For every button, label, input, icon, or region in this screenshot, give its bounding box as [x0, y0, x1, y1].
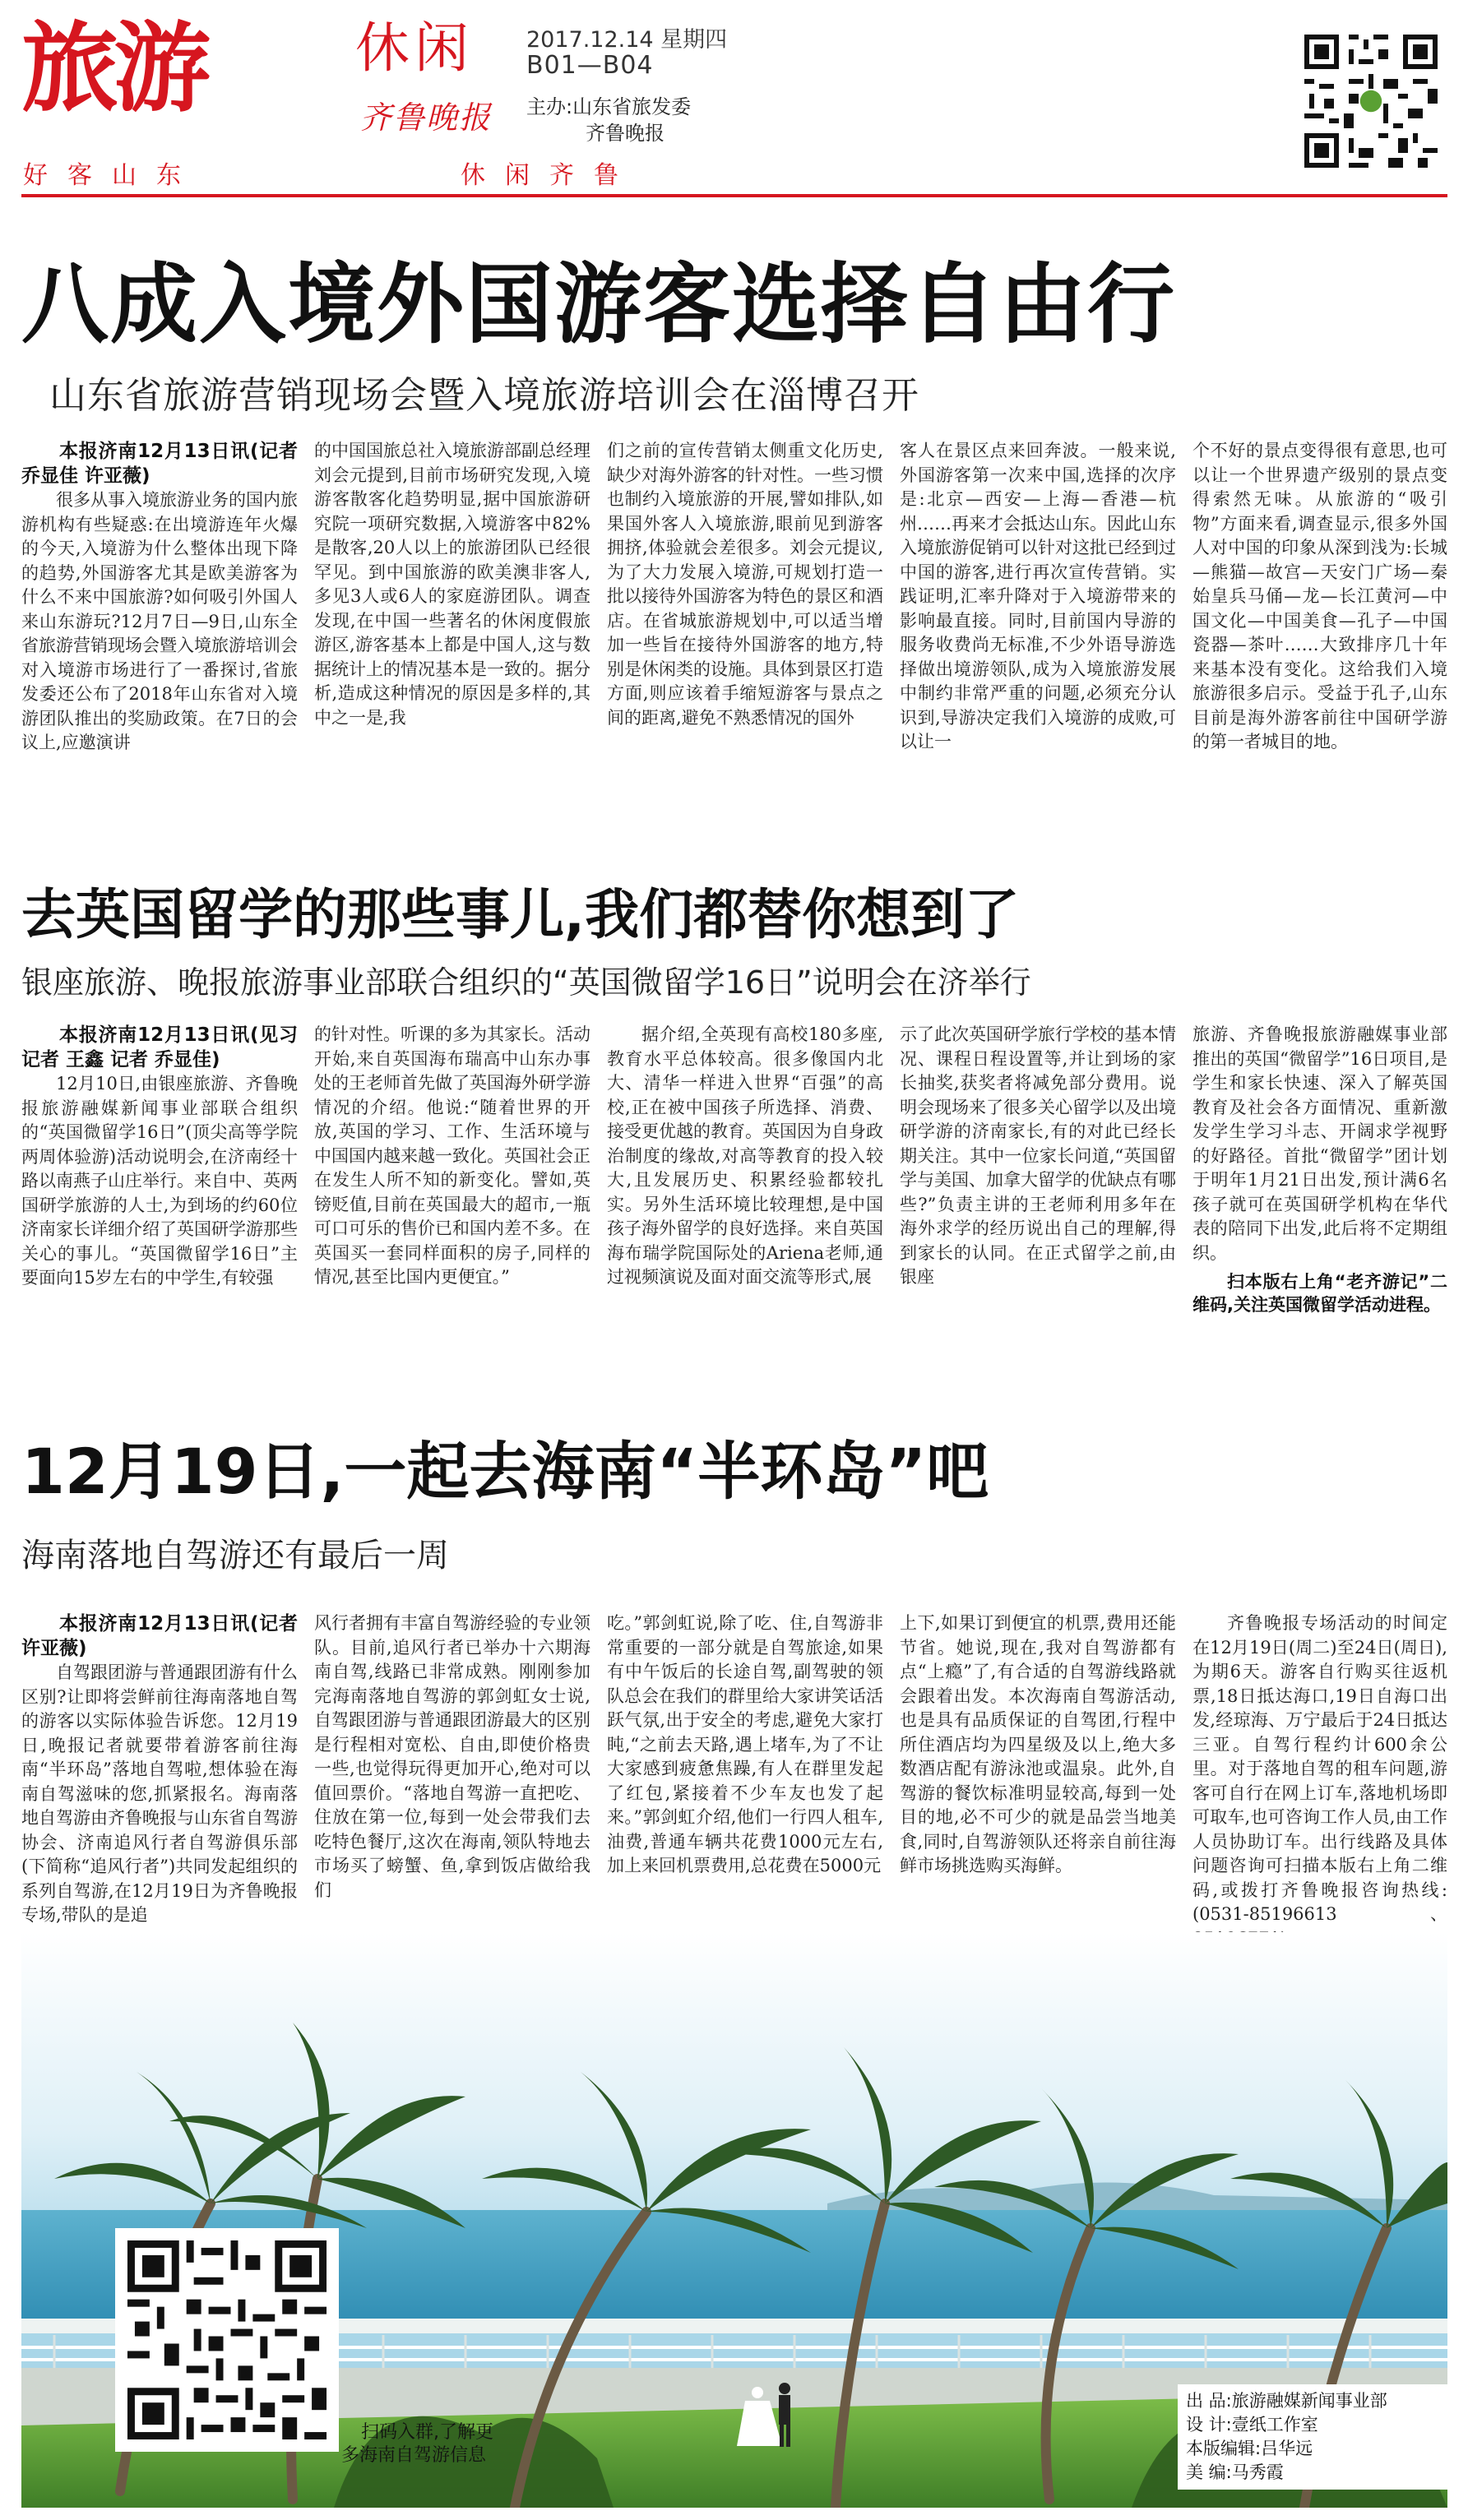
article2-paragraph: 示了此次英国研学旅行学校的基本情况、课程日程设置等,并让到场的家长抽奖,获奖者将减免部分费用。说明会现场来了很多关心留学以及出境研学游的济南家长,有的对此已经长期关注。其中一位家长问道,“英国留学与美国、加拿大留学的优缺点有哪些?”负责主讲的王老师利用多年在海外求学的经历说出自己的理解,得到家长的认同。在正式留学之前,由银座 [900, 1024, 1176, 1287]
paper-name-logo: 齐鲁晚报 [360, 99, 493, 136]
article3-paragraph: 上下,如果订到便宜的机票,费用还能节省。她说,现在,我对自驾游都有点“上瘾”了,有合适的自驾游线路就会跟着出发。本次海南自驾游活动,也是具有品质保证的自驾团,行程中所住酒店均为四星级及以上,绝大多数酒店配有游泳池或温泉。此外,自驾游的餐饮标准明显较高,每到一处目的地,必不可少的就是品尝当地美食,同时,自驾游领队还将亲自前往海鲜市场挑选购买海鲜。 [900, 1613, 1176, 1875]
article2-column [314, 1023, 590, 1401]
page-range: B01—B04 [526, 51, 654, 80]
article1-paragraph: 个不好的景点变得很有意思,也可以让一个世界遗产级别的景点变得索然无味。从旅游的“吸引物”方面来看,调查显示,很多外国人对中国的印象从深到浅为:长城—熊猫—故宫—天安门广场—秦始皇兵马俑—龙—长江黄河—中国文化—中国美食—孔子—中国瓷器—茶叶……大致排序几十年来基本没有变化。这给我们入境旅游很多启示。受益于孔子,山东目前是海外游客前往中国研学游的第一者城目的地。 [1192, 441, 1447, 751]
staff-line: 出 品:旅游融媒新闻事业部 [1186, 2391, 1387, 2411]
qr-code-icon[interactable] [1299, 30, 1443, 173]
masthead-subtitle: 休闲 [355, 16, 474, 80]
masthead-divider [21, 194, 1447, 197]
article2-column [1192, 1023, 1447, 1401]
article1-column [900, 439, 1176, 825]
article1-column [21, 439, 298, 825]
article3-paragraph: 风行者拥有丰富自驾游经验的专业领队。目前,追风行者已举办十六期海南自驾,线路已非常成熟。刚刚参加完海南落地自驾游的郭剑虹女士说,自驾跟团游与普通跟团游最大的区别是行程相对宽松、自由,即使价格贵一些,也觉得玩得更加开心,绝对可以值回票价。“落地自驾游一直把吃、住放在第一位,每到一处会带我们去吃特色餐厅,这次在海南,领队特地去市场买了螃蟹、鱼,拿到饭店做给我们 [314, 1613, 590, 1900]
staff-credits [1178, 2384, 1466, 2490]
article2-paragraph: 据介绍,全英现有高校180多座,教育水平总体较高。很多像国内北大、清华一样进入世界“百强”的高校,正在被中国孩子所选择、消费、接受更优越的教育。英国因为自身政治制度的缘故,对高等教育的投入较大,且发展历史、积累经验都较扎实。另外生活环境比较理想,是中国孩子海外留学的良好选择。来自英国海布瑞学院国际处的Ariena老师,通过视频演说及面对面交流等形式,展 [607, 1024, 883, 1287]
article1-paragraph: 的中国国旅总社入境旅游部副总经理刘会元提到,目前市场研究发现,入境游客散客化趋势明显,据中国旅游研究院一项研究数据,入境游客中82%是散客,20人以上的旅游团队已经很罕见。到中国旅游的欧美澳非客人,多见3人或6人的家庭游团队。调查发现,在中国一些著名的休闲度假旅游区,游客基本上都是中国人,这与数据统计上的情况基本是一致的。据分析,造成这种情况的原因是多样的,其中之一是,我 [314, 441, 590, 728]
article3-column [607, 1611, 883, 1986]
article3-column [1192, 1611, 1447, 1986]
article3-paragraph: 自驾跟团游与普通跟团游有什么区别?让即将尝鲜前往海南落地自驾的游客以实际体验告诉您。12月19日,晚报记者就要带着游客前往海南“半环岛”落地自驾啦,想体验在海南自驾滋味的您,抓紧报名。海南落地自驾游由齐鲁晚报与山东省自驾游协会、济南追风行者自驾游俱乐部(下简称“追风行者”)共同发起组织的系列自驾游,在12月19日为齐鲁晚报专场,带队的是追 [21, 1662, 298, 1925]
article1-credit: 本报济南12月13日讯(记者 乔显佳 许亚薇) [21, 441, 298, 487]
photo-caption [341, 2421, 493, 2467]
article1-paragraph: 很多从事入境旅游业务的国内旅游机构有些疑惑:在出境游连年火爆的今天,入境游为什么整体出现下降的趋势,外国游客尤其是欧美游客为什么不来中国旅游?如何吸引外国人来山东游玩?12月7日—9日,山东全省旅游营销现场会暨入境旅游培训会对入境游市场进行了一番探讨,省旅发委还公布了2018年山东省对入境游团队推出的奖励政策。在7日的会议上,应邀演讲 [21, 490, 298, 752]
article3-credit: 本报济南12月13日讯(记者 许亚薇) [21, 1613, 298, 1659]
article3-paragraph: 齐鲁晚报专场活动的时间定在12月19日(周二)至24日(周日),为期6天。游客自行购买往返机票,18日抵达海口,19日自海口出发,经琼海、万宁最后于24日抵达三亚。自驾行程约计600余公里。对于落地自驾的租车问题,游客可自行在网上订车,落地机场即可取车,也可咨询工作人员,由工作人员协助订车。出行线路及具体问题咨询可扫描本版右上角二维码,或拨打齐鲁晚报咨询热线:(0531-85196613、 [1192, 1613, 1447, 1924]
article2-column [900, 1023, 1176, 1401]
article1-paragraph: 们之前的宣传营销太侧重文化历史,缺少对海外游客的针对性。一些习惯也制约入境旅游的开展,譬如排队,如果国外客人入境旅游,眼前见到游客拥挤,体验就会差很多。刘会元提议,为了大力发展入境游,可规划打造一批以接待外国游客为特色的景区和酒店。在省城旅游规划中,可以适当增加一些旨在接待外国游客的地方,特别是休闲类的设施。具体到景区打造方面,则应该着手缩短游客与景点之间的距离,避免不熟悉情况的国外 [607, 441, 883, 728]
sponsor-line: 齐鲁晚报 [586, 122, 665, 145]
article2-subhead: 银座旅游、晚报旅游事业部联合组织的“英国微留学16日”说明会在济举行 [21, 964, 1031, 1001]
article3-column [900, 1611, 1176, 1986]
article1-headline: 八成入境外国游客选择自由行 [21, 254, 1176, 355]
sponsor-line: 主办:山东省旅发委 [526, 95, 692, 118]
article1-paragraph: 客人在景区点来回奔波。一般来说,外国游客第一次来中国,选择的次序是:北京—西安—上海—香港—杭州……再来才会抵达山东。因此山东入境旅游促销可以针对这批已经到过中国的游客,进行再次宣传营销。实践证明,汇率升降对于入境游带来的影响最直接。同时,目前国内导游的服务收费尚无标准,不少外语导游选择做出境游领队,成为入境旅游发展中制约非常严重的问题,必须充分认识到,导游决定我们入境游的成败,可以让一 [900, 441, 1176, 751]
article1-column [1192, 439, 1447, 825]
photo-caption-line: 多海南自驾游信息 [341, 2445, 487, 2466]
article3-headline: 12月19日,一起去海南“半环岛”吧 [21, 1435, 989, 1508]
article2-paragraph: 12月10日,由银座旅游、齐鲁晚报旅游融媒新闻事业部联合组织的“英国微留学16日”(顶尖高等学院两周体验游)活动说明会,在济南经十路以南燕子山庄举行。来自中、英两国研学旅游的人士,为到场的约60位济南家长详细介绍了英国研学游那些关心的事儿。“英国微留学16日”主要面向15岁左右的中学生,有较强 [21, 1074, 298, 1288]
issue-date: 2017.12.14 星期四 [526, 27, 728, 53]
staff-line: 设 计:壹纸工作室 [1186, 2415, 1318, 2434]
article2-paragraph: 的针对性。听课的多为其家长。活动开始,来自英国海布瑞高中山东办事处的王老师首先做了英国海外研学游情况的介绍。他说:“随着世界的开放,英国的学习、工作、生活环境与中国国内越来越一致化。英国社会正在发生人所不知的新变化。譬如,英镑贬值,目前在英国最大的超市,一瓶可口可乐的售价已和国内差不多。在英国买一套同样面积的房子,同样的情况,甚至比国内更便宜。” [314, 1024, 590, 1287]
staff-line: 本版编辑:吕华远 [1186, 2439, 1313, 2458]
slogan-left: 好客山东 [23, 161, 201, 190]
article1-column [314, 439, 590, 825]
article1-column [607, 439, 883, 825]
article2-credit: 本报济南12月13日讯(见习记者 王鑫 记者 乔显佳) [21, 1024, 298, 1070]
article2-paragraph: 旅游、齐鲁晚报旅游融媒事业部推出的英国“微留学”16日项目,是学生和家长快速、深入了解英国教育及社会各方面情况、重新激发学生学习斗志、开阔求学视野的好路径。首批“微留学”团计划于明年1月21日出发,预计满6名孩子就可在英国研学机构在华代表的陪同下出发,此后将不定期组织。 [1192, 1024, 1447, 1263]
photo-caption-line: 扫码入群,了解更 [361, 2422, 493, 2443]
article2-column [21, 1023, 298, 1401]
article2-scan-note: 扫本版右上角“老齐游记”二维码,关注英国微留学活动进程。 [1192, 1272, 1447, 1315]
article3-column [21, 1611, 298, 1986]
qr-code-icon[interactable] [115, 2228, 339, 2452]
masthead-title: 旅游 [21, 12, 206, 125]
article2-headline: 去英国留学的那些事儿,我们都替你想到了 [21, 883, 1020, 946]
slogan-right: 休闲齐鲁 [461, 161, 638, 190]
article3-subhead: 海南落地自驾游还有最后一周 [21, 1537, 449, 1574]
staff-line: 美 编:马秀霞 [1186, 2462, 1284, 2482]
article1-subhead: 山东省旅游营销现场会暨入境旅游培训会在淄博召开 [49, 373, 920, 417]
article2-column [607, 1023, 883, 1401]
article3-paragraph: 吃。”郭剑虹说,除了吃、住,自驾游非常重要的一部分就是自驾旅途,如果有中午饭后的长途自驾,副驾驶的领队总会在我们的群里给大家讲笑话活跃气氛,出于安全的考虑,避免大家打盹,“之前去天路,遇上堵车,为了不让大家感到疲惫焦躁,有人在群里发起了红包,紧接着不少车友也发了起来。”郭剑虹介绍,他们一行四人租车,油费,普通车辆共花费1000元左右,加上来回机票费用,总花费在5000元 [607, 1613, 883, 1875]
sponsor-block [526, 94, 691, 146]
article3-column [314, 1611, 590, 1986]
